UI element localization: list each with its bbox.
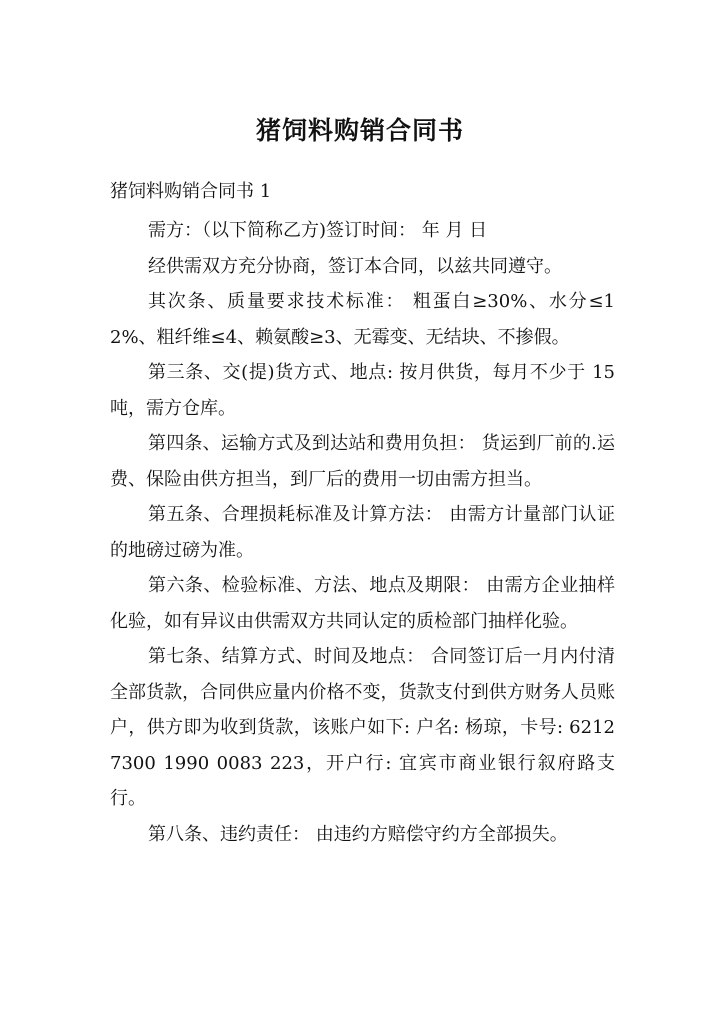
paragraph-inspection: 第六条、检验标准、方法、地点及期限： 由需方企业抽样化验，如有异议由供需双方共同认定的质检部门抽样化验。: [110, 575, 615, 632]
paragraph-quality-standards: 其次条、质量要求技术标准： 粗蛋白≥30%、水分≤12%、粗纤维≤4、赖氨酸≥3、无霉变、无结块、不掺假。: [110, 291, 615, 348]
document-subtitle: 猪饲料购销合同书 1: [110, 181, 272, 202]
paragraph-transport: 第四条、运输方式及到达站和费用负担： 货运到厂前的.运费、保险由供方担当，到厂后的费用一切由需方担当。: [110, 433, 615, 490]
document-title: 猪饲料购销合同书: [255, 116, 464, 145]
document-body: [110, 213, 615, 852]
paragraph-agreement: 经供需双方充分协商，签订本合同，以兹共同遵守。: [148, 255, 562, 277]
paragraph-delivery: 第三条、交(提)货方式、地点: 按月供货，每月不少于 15 吨，需方仓库。: [110, 362, 615, 419]
paragraph-loss-standard: 第五条、合理损耗标准及计算方法： 由需方计量部门认证的地磅过磅为准。: [110, 504, 615, 561]
paragraph-demand-party: 需方：（以下简称乙方)签订时间： 年 月 日: [148, 220, 488, 241]
paragraph-settlement: 第七条、结算方式、时间及地点： 合同签订后一月内付清全部货款，合同供应量内价格不变，货款支付到供方财务人员账户，供方即为收到货款，该账户如下: 户名: 杨琼，卡号: 6212 7300 1990 0083 223，开户行: 宜宾市商业银行叙府路支行。: [110, 646, 615, 809]
paragraph-liability: 第八条、违约责任： 由违约方赔偿守约方全部损失。: [148, 823, 568, 845]
